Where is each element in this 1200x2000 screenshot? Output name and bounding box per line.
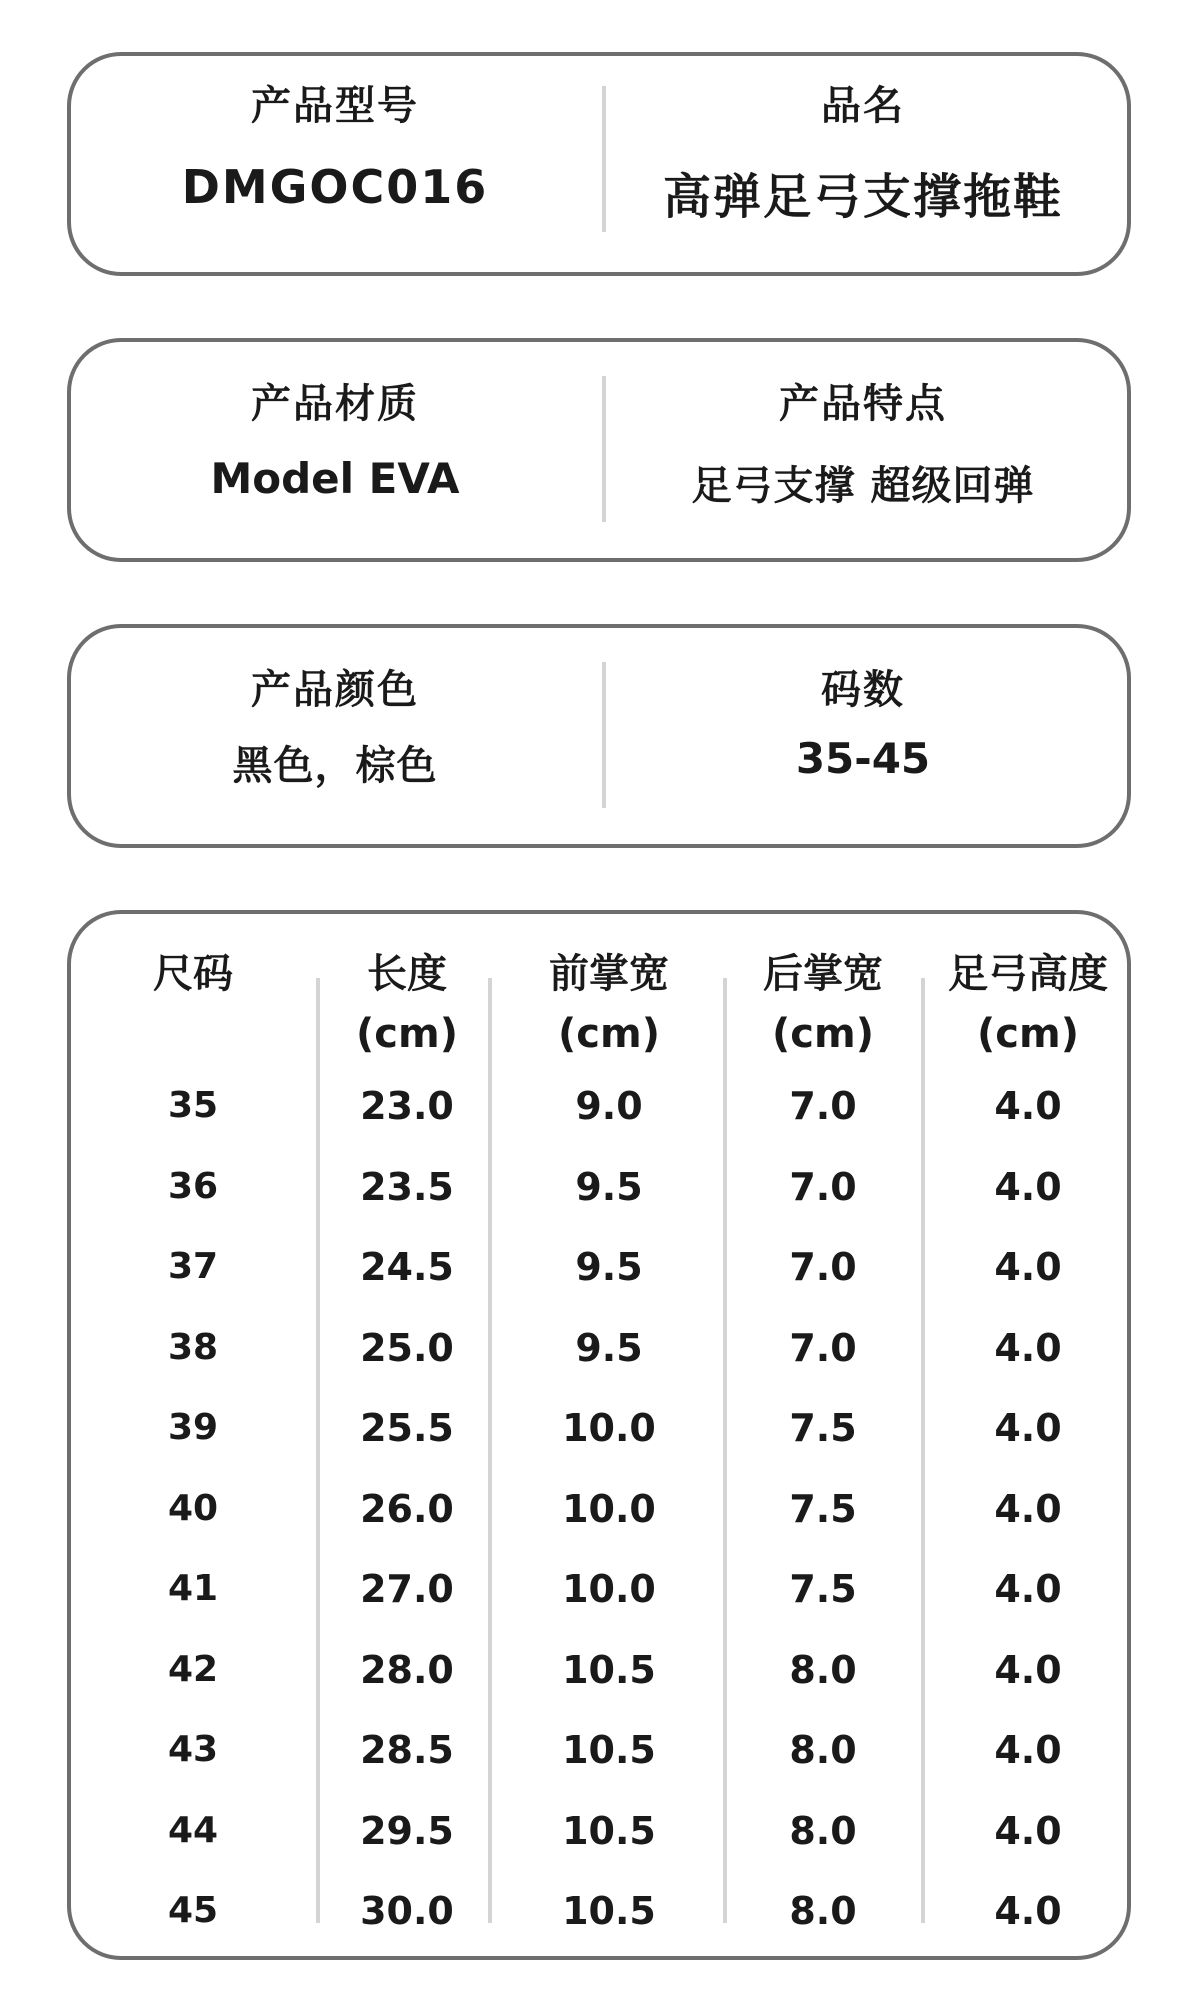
table-cell: 4.0 — [994, 1406, 1062, 1450]
table-cell: 8.0 — [789, 1808, 857, 1853]
table-cell: 30.0 — [360, 1889, 454, 1933]
table-cell: 4.0 — [994, 1728, 1062, 1772]
material-column — [71, 342, 599, 558]
table-cell: 9.5 — [575, 1325, 643, 1370]
table-header — [703, 944, 943, 1064]
table-cell: 27.0 — [360, 1567, 454, 1611]
table-cell: 10.5 — [562, 1889, 656, 1933]
feature-value: 足弓支撑 超级回弹 — [691, 463, 1035, 509]
table-cell-size: 40 — [167, 1487, 219, 1529]
table-header — [908, 944, 1148, 1064]
table-cell: 4.0 — [994, 1325, 1062, 1370]
model-label: 产品型号 — [251, 83, 419, 129]
table-cell: 7.5 — [789, 1406, 857, 1450]
model-name-card — [67, 52, 1131, 276]
table-cell: 28.0 — [360, 1647, 454, 1692]
name-column — [599, 56, 1127, 272]
sizes-label: 码数 — [821, 667, 905, 713]
table-cell: 25.0 — [360, 1325, 454, 1370]
table-cell: 10.5 — [562, 1728, 656, 1772]
table-cell: 7.0 — [789, 1084, 857, 1128]
table-cell: 9.5 — [575, 1164, 643, 1209]
table-header-unit: (cm) — [977, 1011, 1079, 1057]
table-cell: 10.0 — [562, 1406, 656, 1450]
table-header-label: 后掌宽 — [763, 951, 883, 997]
table-cell-size: 45 — [167, 1890, 219, 1931]
table-cell-size: 41 — [167, 1568, 219, 1609]
table-cell: 7.0 — [789, 1325, 857, 1370]
table-cell: 4.0 — [994, 1808, 1062, 1853]
color-size-card — [67, 624, 1131, 848]
table-header — [73, 944, 313, 1004]
table-cell-size: 44 — [167, 1809, 219, 1851]
table-cell: 9.0 — [575, 1084, 643, 1128]
model-column — [71, 56, 599, 272]
table-cell: 7.5 — [789, 1567, 857, 1611]
table-header — [489, 944, 729, 1064]
material-label: 产品材质 — [251, 381, 419, 427]
table-header-unit: (cm) — [772, 1011, 874, 1057]
table-header-label: 足弓高度 — [948, 951, 1108, 997]
table-cell-size: 38 — [167, 1326, 219, 1368]
table-cell: 10.0 — [562, 1567, 656, 1611]
table-cell-size: 43 — [167, 1729, 219, 1770]
table-cell: 4.0 — [994, 1486, 1062, 1531]
table-cell: 23.0 — [360, 1084, 454, 1128]
table-header-label: 前掌宽 — [549, 951, 669, 997]
table-cell-size: 37 — [167, 1246, 219, 1287]
table-header-unit: (cm) — [558, 1011, 660, 1057]
table-header-unit: (cm) — [356, 1011, 458, 1057]
table-cell-size: 35 — [167, 1085, 219, 1126]
table-cell: 4.0 — [994, 1245, 1062, 1289]
table-cell: 9.5 — [575, 1245, 643, 1289]
table-cell: 4.0 — [994, 1889, 1062, 1933]
sizes-value: 35-45 — [795, 734, 931, 783]
table-cell: 10.0 — [562, 1486, 656, 1531]
table-cell: 10.5 — [562, 1647, 656, 1692]
name-label: 品名 — [821, 83, 905, 129]
material-feature-card — [67, 338, 1131, 562]
color-column — [71, 628, 599, 844]
table-cell-size: 36 — [167, 1165, 219, 1207]
color-label: 产品颜色 — [251, 667, 419, 713]
feature-column — [599, 342, 1127, 558]
table-cell: 7.0 — [789, 1245, 857, 1289]
table-cell-size: 42 — [167, 1648, 219, 1690]
feature-label: 产品特点 — [779, 381, 947, 427]
table-cell: 7.0 — [789, 1164, 857, 1209]
table-cell: 25.5 — [360, 1406, 454, 1450]
table-cell: 8.0 — [789, 1728, 857, 1772]
table-cell: 8.0 — [789, 1647, 857, 1692]
table-cell: 8.0 — [789, 1889, 857, 1933]
table-cell: 7.5 — [789, 1486, 857, 1531]
material-value: Model EVA — [210, 454, 460, 503]
table-cell: 29.5 — [360, 1808, 454, 1853]
table-cell: 4.0 — [994, 1164, 1062, 1209]
table-cell: 4.0 — [994, 1647, 1062, 1692]
table-cell: 23.5 — [360, 1164, 454, 1209]
table-header-label: 长度 — [367, 951, 447, 997]
size-table-card — [67, 910, 1131, 1960]
table-cell: 10.5 — [562, 1808, 656, 1853]
model-value: DMGOC016 — [181, 160, 489, 214]
table-cell: 28.5 — [360, 1728, 454, 1772]
table-cell: 4.0 — [994, 1084, 1062, 1128]
table-cell: 24.5 — [360, 1245, 454, 1289]
sizes-column — [599, 628, 1127, 844]
table-cell: 26.0 — [360, 1486, 454, 1531]
color-value: 黑色，棕色 — [232, 743, 438, 789]
table-cell: 4.0 — [994, 1567, 1062, 1611]
table-header-label: 尺码 — [153, 951, 233, 997]
name-value: 高弹足弓支撑拖鞋 — [662, 169, 1063, 225]
table-cell-size: 39 — [167, 1407, 219, 1448]
